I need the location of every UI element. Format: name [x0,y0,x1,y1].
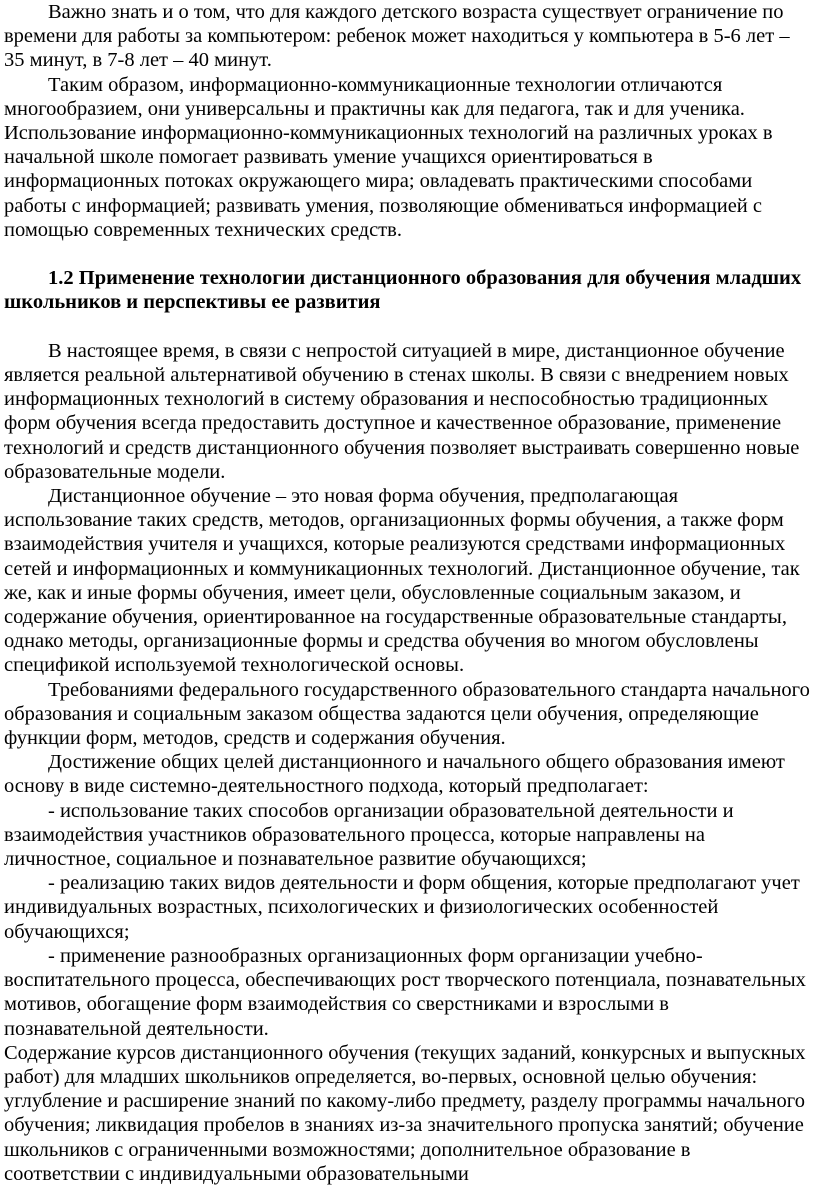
document-page [4,0,810,1186]
section-paragraph: Достижение общих целей дистанционного и начального общего образования имеют основу в виде системно-деятельностного подхода, который предполагает: [4,751,785,798]
section-heading: 1.2 Применение технологии дистанционного образования для обучения младших школьников и перспективы ее развития [4,267,802,314]
list-item: - использование таких способов организации образовательной деятельности и взаимодействия участников образовательного процесса, которые направлены на личностное, социальное и познавательное развитие обучающихся; [4,799,734,871]
list-item: - применение разнообразных организационных форм организации учебно-воспитательного процесса, обеспечивающих рост творческого потенциала, познавательных мотивов, обогащение форм взаимодействия со сверстниками и взрослыми в познавательной деятельности. [4,944,806,1040]
intro-paragraph-ict-summary: Таким образом, информационно-коммуникационные технологии отличаются многообразием, они универсальны и практичны как для педагога, так и для ученика. Использование информационно-коммуникационных технологий на различных уроках в начальной школе помогает развивать умение учащихся ориентироваться в информационных потоках окружающего мира; овладевать практическими способами работы с информацией; развивать умения, позволяющие обмениваться информацией с помощью современных технических средств. [4,73,773,241]
intro-paragraph-time-limits: Важно знать и о том, что для каждого детского возраста существует ограничение по времени для работы за компьютером: ребенок может находиться у компьютера в 5-6 лет – 35 минут, в 7-8 лет – 40 минут. [4,1,790,72]
section-paragraph: Требованиями федерального государственного образовательного стандарта начального образования и социальным заказом общества задаются цели обучения, определяющие функции форм, методов, средств и содержания обучения. [4,678,810,750]
closing-paragraph: Содержание курсов дистанционного обучения (текущих заданий, конкурсных и выпускных работ) для младших школьников определяется, во-первых, основной целью обучения: углубление и расширение знаний по какому-либо предмету, разделу программы начального обучения; ликвидация пробелов в знаниях из-за значительного пропуска занятий; обучение школьников с ограниченными возможностями; дополнительное образование в соответствии с индивидуальными образовательными [4,1041,806,1185]
spacer [4,242,810,266]
section-paragraph: В настоящее время, в связи с непростой ситуацией в мире, дистанционное обучение является реальной альтернативой обучению в стенах школы. В связи с внедрением новых информационных технологий в систему образования и неспособностью традиционных форм обучения всегда предоставить доступное и качественное образование, применение технологий и средств дистанционного обучения позволяет выстраивать совершенно новые образовательные модели. [4,339,800,483]
section-paragraph: Дистанционное обучение – это новая форма обучения, предполагающая использование таких средств, методов, организационных формы обучения, а также форм взаимодействия учителя и учащихся, которые реализуются средствами информационных сетей и информационных и коммуникационных технологий. Дистанционное обучение, так же, как и иные формы обучения, имеет цели, обусловленные социальным заказом, и содержание обучения, ориентированное на государственные образовательные стандарты, однако методы, организационные формы и средства обучения во многом обусловлены спецификой используемой технологической основы. [4,485,800,677]
spacer [4,315,810,339]
list-item: - реализацию таких видов деятельности и форм общения, которые предполагают учет индивидуальных возрастных, психологических и физиологических особенностей обучающихся; [4,872,800,943]
